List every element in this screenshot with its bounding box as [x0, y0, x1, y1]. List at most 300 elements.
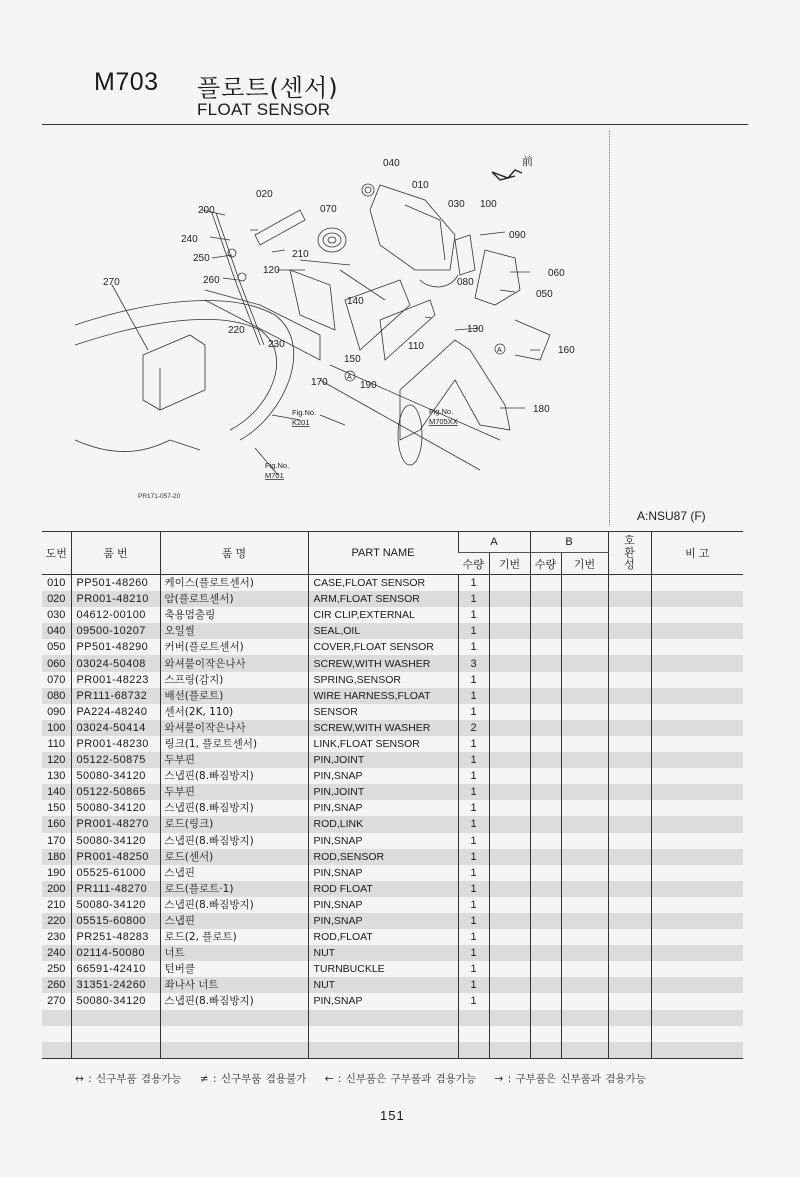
cell-part-name: PIN,SNAP: [308, 833, 458, 849]
table-row: [42, 623, 743, 639]
cell-b-model: [561, 591, 608, 607]
cell-name-korean: [160, 1010, 308, 1026]
cell-a-model: [489, 607, 530, 623]
cell-part-no: 03024-50414: [71, 720, 160, 736]
table-row: [42, 768, 743, 784]
cell-a-qty: 1: [458, 768, 489, 784]
cell-a-model: [489, 1042, 530, 1059]
cell-name-korean: 로드(센서): [160, 849, 308, 865]
cell-name-korean: 와셔붙이작은나사: [160, 655, 308, 671]
cell-a-qty: 1: [458, 816, 489, 832]
cell-b-model: [561, 607, 608, 623]
cell-part-name: PIN,SNAP: [308, 993, 458, 1009]
cell-name-korean: 너트: [160, 945, 308, 961]
cell-a-model: [489, 913, 530, 929]
cell-a-model: [489, 752, 530, 768]
cell-a-qty: 1: [458, 865, 489, 881]
cell-part-name: ARM,FLOAT SENSOR: [308, 591, 458, 607]
cell-b-model: [561, 1010, 608, 1026]
cell-interchange: [608, 623, 651, 639]
cell-ref-no: 090: [42, 704, 71, 720]
svg-text:140: 140: [347, 296, 364, 307]
cell-ref-no: 040: [42, 623, 71, 639]
cell-part-name: COVER,FLOAT SENSOR: [308, 639, 458, 655]
svg-text:M701: M701: [265, 471, 284, 480]
cell-ref-no: 250: [42, 961, 71, 977]
cell-ref-no: 230: [42, 929, 71, 945]
cell-interchange: [608, 736, 651, 752]
cell-a-qty: 2: [458, 720, 489, 736]
cell-interchange: [608, 655, 651, 671]
header-b-model: 기번: [561, 553, 608, 575]
cell-b-qty: [530, 672, 561, 688]
cell-part-name: [308, 1010, 458, 1026]
cell-remarks: [651, 639, 743, 655]
cell-a-model: [489, 639, 530, 655]
section-title-korean: 플로트(센서): [197, 74, 339, 102]
figure-code: PR171-057-20: [138, 493, 181, 500]
cell-part-no: 50080-34120: [71, 768, 160, 784]
header-ref-no: 도번: [42, 532, 71, 575]
cell-b-model: [561, 897, 608, 913]
cell-interchange: [608, 833, 651, 849]
cell-interchange: [608, 849, 651, 865]
cell-a-model: [489, 736, 530, 752]
cell-part-name: SCREW,WITH WASHER: [308, 720, 458, 736]
cell-interchange: [608, 768, 651, 784]
cell-part-no: 03024-50408: [71, 655, 160, 671]
cell-b-model: [561, 784, 608, 800]
cell-ref-no: 170: [42, 833, 71, 849]
cell-b-model: [561, 639, 608, 655]
cell-part-name: PIN,JOINT: [308, 752, 458, 768]
cell-part-name: WIRE HARNESS,FLOAT: [308, 688, 458, 704]
cell-remarks: [651, 672, 743, 688]
svg-text:050: 050: [536, 289, 553, 300]
cell-interchange: [608, 704, 651, 720]
table-row: [42, 816, 743, 832]
cell-interchange: [608, 881, 651, 897]
cell-b-qty: [530, 800, 561, 816]
cell-b-model: [561, 816, 608, 832]
cell-part-no: PR001-48250: [71, 849, 160, 865]
cell-ref-no: 050: [42, 639, 71, 655]
section-code: M703: [94, 68, 159, 96]
svg-text:260: 260: [203, 275, 220, 286]
cell-b-qty: [530, 752, 561, 768]
cell-b-qty: [530, 897, 561, 913]
cell-remarks: [651, 833, 743, 849]
cell-b-model: [561, 1026, 608, 1042]
cell-b-qty: [530, 865, 561, 881]
cell-remarks: [651, 1042, 743, 1059]
cell-a-model: [489, 993, 530, 1009]
cell-a-qty: 1: [458, 977, 489, 993]
page-number: 151: [380, 1108, 405, 1123]
header-remarks: 비 고: [651, 532, 743, 575]
table-row: [42, 672, 743, 688]
table-row: [42, 913, 743, 929]
table-row: [42, 607, 743, 623]
cell-part-no: PR251-48283: [71, 929, 160, 945]
cell-part-name: [308, 1026, 458, 1042]
table-row: [42, 1010, 743, 1026]
svg-text:190: 190: [360, 380, 377, 391]
table-row: [42, 993, 743, 1009]
svg-text:270: 270: [103, 277, 120, 288]
cell-ref-no: [42, 1042, 71, 1059]
cell-remarks: [651, 961, 743, 977]
cell-interchange: [608, 897, 651, 913]
cell-b-qty: [530, 607, 561, 623]
cell-name-korean: 두부핀: [160, 752, 308, 768]
cell-b-qty: [530, 720, 561, 736]
cell-ref-no: 140: [42, 784, 71, 800]
cell-a-qty: [458, 1042, 489, 1059]
cell-name-korean: 스냅핀(8.빠짐방지): [160, 768, 308, 784]
cell-a-model: [489, 945, 530, 961]
cell-b-model: [561, 945, 608, 961]
svg-text:060: 060: [548, 268, 565, 279]
cell-name-korean: 센서(2K, 110): [160, 704, 308, 720]
cell-part-no: 05525-61000: [71, 865, 160, 881]
cell-remarks: [651, 993, 743, 1009]
cell-a-qty: 1: [458, 881, 489, 897]
cell-b-model: [561, 704, 608, 720]
cell-part-no: 66591-42410: [71, 961, 160, 977]
cell-a-model: [489, 1010, 530, 1026]
svg-text:160: 160: [558, 345, 575, 356]
svg-text:前: 前: [522, 156, 533, 168]
cell-a-model: [489, 720, 530, 736]
table-row: [42, 1042, 743, 1059]
cell-b-qty: [530, 575, 561, 592]
cell-interchange: [608, 1042, 651, 1059]
cell-a-qty: [458, 1026, 489, 1042]
cell-part-no: [71, 1042, 160, 1059]
cell-name-korean: 스냅핀: [160, 865, 308, 881]
cell-a-model: [489, 655, 530, 671]
cell-name-korean: 스프링(감지): [160, 672, 308, 688]
cell-ref-no: 160: [42, 816, 71, 832]
cell-part-name: PIN,SNAP: [308, 800, 458, 816]
cell-a-model: [489, 575, 530, 592]
cell-part-name: PIN,JOINT: [308, 784, 458, 800]
header-divider: [42, 124, 748, 125]
svg-text:Fig.No.: Fig.No.: [265, 461, 290, 470]
cell-a-qty: 1: [458, 897, 489, 913]
cell-name-korean: 스냅핀(8.빠짐방지): [160, 833, 308, 849]
cell-name-korean: 배선(플로트): [160, 688, 308, 704]
cell-a-qty: 1: [458, 736, 489, 752]
cell-part-name: CIR CLIP,EXTERNAL: [308, 607, 458, 623]
cell-a-model: [489, 672, 530, 688]
cell-part-name: ROD,LINK: [308, 816, 458, 832]
cell-b-qty: [530, 1042, 561, 1059]
cell-name-korean: 커버(플로트센서): [160, 639, 308, 655]
table-row: [42, 961, 743, 977]
cell-name-korean: 두부핀: [160, 784, 308, 800]
cell-remarks: [651, 704, 743, 720]
cell-name-korean: 스냅핀(8.빠짐방지): [160, 800, 308, 816]
cell-b-qty: [530, 688, 561, 704]
cell-b-model: [561, 1042, 608, 1059]
table-row: [42, 929, 743, 945]
cell-a-qty: 1: [458, 704, 489, 720]
cell-name-korean: [160, 1042, 308, 1059]
cell-remarks: [651, 752, 743, 768]
cell-a-model: [489, 784, 530, 800]
cell-b-model: [561, 768, 608, 784]
cell-a-model: [489, 897, 530, 913]
cell-b-model: [561, 655, 608, 671]
cell-interchange: [608, 929, 651, 945]
cell-b-model: [561, 849, 608, 865]
cell-b-qty: [530, 929, 561, 945]
cell-a-qty: 1: [458, 784, 489, 800]
cell-part-name: PIN,SNAP: [308, 865, 458, 881]
cell-ref-no: 130: [42, 768, 71, 784]
cell-b-model: [561, 623, 608, 639]
table-row: [42, 575, 743, 592]
cell-b-model: [561, 993, 608, 1009]
legend-item: ↔ : 신구부품 겸용가능: [75, 1073, 182, 1085]
cell-part-no: PR111-68732: [71, 688, 160, 704]
cell-remarks: [651, 623, 743, 639]
cell-name-korean: 스냅핀: [160, 913, 308, 929]
cell-a-qty: 1: [458, 913, 489, 929]
cell-a-model: [489, 977, 530, 993]
cell-a-qty: 1: [458, 849, 489, 865]
svg-text:220: 220: [228, 325, 245, 336]
cell-interchange: [608, 688, 651, 704]
cell-b-qty: [530, 623, 561, 639]
cell-b-model: [561, 736, 608, 752]
cell-remarks: [651, 929, 743, 945]
cell-ref-no: 210: [42, 897, 71, 913]
cell-ref-no: 240: [42, 945, 71, 961]
svg-text:M705XX: M705XX: [429, 417, 458, 426]
cell-part-no: PP501-48260: [71, 575, 160, 592]
svg-text:230: 230: [268, 339, 285, 350]
cell-part-no: PR001-48223: [71, 672, 160, 688]
cell-name-korean: 로드(링크): [160, 816, 308, 832]
table-row: [42, 688, 743, 704]
cell-ref-no: 120: [42, 752, 71, 768]
svg-text:130: 130: [467, 324, 484, 335]
cell-b-qty: [530, 784, 561, 800]
cell-interchange: [608, 961, 651, 977]
cell-interchange: [608, 672, 651, 688]
cell-part-name: TURNBUCKLE: [308, 961, 458, 977]
header-a-model: 기번: [489, 553, 530, 575]
cell-b-qty: [530, 736, 561, 752]
cell-b-model: [561, 672, 608, 688]
cell-part-no: PR001-48270: [71, 816, 160, 832]
cell-part-name: PIN,SNAP: [308, 768, 458, 784]
dotted-divider: [609, 130, 610, 525]
cell-a-model: [489, 800, 530, 816]
cell-name-korean: 링크(1, 플로트센서): [160, 736, 308, 752]
cell-a-model: [489, 849, 530, 865]
svg-text:A: A: [497, 347, 502, 354]
cell-a-qty: 1: [458, 945, 489, 961]
svg-text:200: 200: [198, 205, 215, 216]
cell-remarks: [651, 849, 743, 865]
cell-remarks: [651, 607, 743, 623]
cell-part-name: ROD FLOAT: [308, 881, 458, 897]
cell-b-qty: [530, 704, 561, 720]
cell-ref-no: 220: [42, 913, 71, 929]
cell-ref-no: [42, 1010, 71, 1026]
cell-a-model: [489, 768, 530, 784]
cell-remarks: [651, 881, 743, 897]
svg-text:250: 250: [193, 253, 210, 264]
cell-ref-no: 150: [42, 800, 71, 816]
cell-ref-no: 200: [42, 881, 71, 897]
svg-text:Fig.No.: Fig.No.: [292, 408, 317, 417]
cell-part-no: 50080-34120: [71, 800, 160, 816]
cell-remarks: [651, 945, 743, 961]
cell-part-no: 05122-50865: [71, 784, 160, 800]
cell-part-name: SENSOR: [308, 704, 458, 720]
cell-ref-no: 180: [42, 849, 71, 865]
cell-remarks: [651, 688, 743, 704]
cell-name-korean: 축용멈춤링: [160, 607, 308, 623]
cell-part-no: 31351-24260: [71, 977, 160, 993]
cell-part-name: [308, 1042, 458, 1059]
cell-b-qty: [530, 993, 561, 1009]
header-name-korean: 품 명: [160, 532, 308, 575]
svg-text:090: 090: [509, 230, 526, 241]
cell-interchange: [608, 607, 651, 623]
cell-ref-no: 260: [42, 977, 71, 993]
svg-text:020: 020: [256, 189, 273, 200]
cell-remarks: [651, 768, 743, 784]
table-row: [42, 833, 743, 849]
cell-b-qty: [530, 849, 561, 865]
svg-text:030: 030: [448, 199, 465, 210]
header-interchange: 호 환 성: [608, 532, 651, 575]
cell-remarks: [651, 977, 743, 993]
cell-name-korean: [160, 1026, 308, 1042]
cell-interchange: [608, 639, 651, 655]
cell-part-no: 50080-34120: [71, 833, 160, 849]
cell-b-model: [561, 833, 608, 849]
cell-ref-no: 100: [42, 720, 71, 736]
cell-ref-no: [42, 1026, 71, 1042]
cell-a-model: [489, 833, 530, 849]
cell-b-model: [561, 688, 608, 704]
cell-a-model: [489, 961, 530, 977]
cell-a-qty: 3: [458, 655, 489, 671]
cell-a-qty: 1: [458, 833, 489, 849]
svg-text:070: 070: [320, 204, 337, 215]
cell-b-qty: [530, 945, 561, 961]
cell-part-no: 05515-60800: [71, 913, 160, 929]
parts-table: [42, 531, 743, 1059]
cell-part-no: PA224-48240: [71, 704, 160, 720]
cell-part-no: 50080-34120: [71, 897, 160, 913]
table-row: [42, 849, 743, 865]
cell-b-model: [561, 961, 608, 977]
cell-b-qty: [530, 1026, 561, 1042]
table-row: [42, 591, 743, 607]
cell-b-qty: [530, 833, 561, 849]
table-row: [42, 945, 743, 961]
cell-part-name: NUT: [308, 945, 458, 961]
cell-name-korean: 오일씰: [160, 623, 308, 639]
cell-b-model: [561, 929, 608, 945]
cell-interchange: [608, 993, 651, 1009]
cell-remarks: [651, 655, 743, 671]
header-part-no: 품 번: [71, 532, 160, 575]
cell-a-model: [489, 704, 530, 720]
cell-b-model: [561, 977, 608, 993]
svg-text:180: 180: [533, 404, 550, 415]
table-row: [42, 977, 743, 993]
cell-b-qty: [530, 881, 561, 897]
cell-part-no: 04612-00100: [71, 607, 160, 623]
cell-interchange: [608, 977, 651, 993]
cell-b-model: [561, 752, 608, 768]
cell-part-name: ROD,SENSOR: [308, 849, 458, 865]
cell-interchange: [608, 945, 651, 961]
svg-text:170: 170: [311, 377, 328, 388]
cell-b-qty: [530, 639, 561, 655]
cell-remarks: [651, 800, 743, 816]
cell-b-model: [561, 881, 608, 897]
table-row: [42, 897, 743, 913]
cell-remarks: [651, 720, 743, 736]
cell-name-korean: 스냅핀(8.빠짐방지): [160, 897, 308, 913]
cell-a-qty: 1: [458, 929, 489, 945]
table-row: [42, 865, 743, 881]
cell-interchange: [608, 1026, 651, 1042]
cell-remarks: [651, 913, 743, 929]
cell-ref-no: 110: [42, 736, 71, 752]
cell-b-model: [561, 800, 608, 816]
cell-remarks: [651, 591, 743, 607]
cell-b-qty: [530, 591, 561, 607]
section-title-english: FLOAT SENSOR: [197, 100, 331, 119]
cell-a-model: [489, 688, 530, 704]
cell-name-korean: 로드(플로트·1): [160, 881, 308, 897]
svg-text:K201: K201: [292, 418, 310, 427]
cell-a-model: [489, 929, 530, 945]
cell-part-no: PR001-48210: [71, 591, 160, 607]
cell-b-qty: [530, 768, 561, 784]
cell-b-qty: [530, 816, 561, 832]
cell-remarks: [651, 1026, 743, 1042]
svg-text:Fig.No.: Fig.No.: [429, 407, 454, 416]
cell-a-qty: 1: [458, 591, 489, 607]
cell-ref-no: 190: [42, 865, 71, 881]
header-b-qty: 수량: [530, 553, 561, 575]
cell-part-name: ROD,FLOAT: [308, 929, 458, 945]
svg-text:150: 150: [344, 354, 361, 365]
cell-b-model: [561, 913, 608, 929]
table-row: [42, 800, 743, 816]
cell-interchange: [608, 752, 651, 768]
svg-text:210: 210: [292, 249, 309, 260]
cell-a-qty: 1: [458, 575, 489, 592]
cell-a-model: [489, 865, 530, 881]
model-note: A:NSU87 (F): [637, 509, 706, 523]
cell-interchange: [608, 816, 651, 832]
table-row: [42, 639, 743, 655]
cell-b-qty: [530, 1010, 561, 1026]
